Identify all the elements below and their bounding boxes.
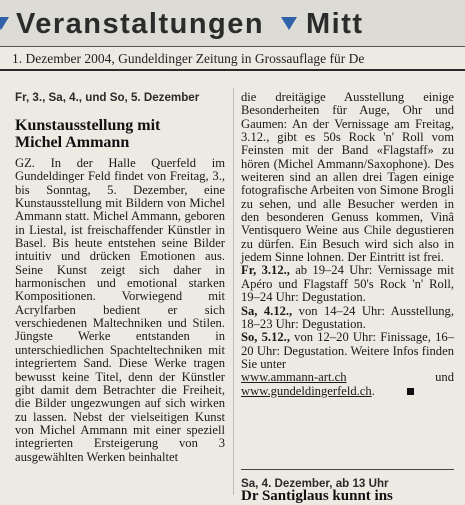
schedule-entry bbox=[241, 263, 454, 304]
schedule-day: Fr, 3.12., bbox=[241, 263, 290, 278]
next-section-title: Mitt bbox=[306, 8, 364, 40]
headline-line-1: Kunstausstellung mit bbox=[15, 117, 161, 134]
article-body-part-1: GZ. In der Halle Querfeld im Gundeldinger Feld findet von Freitag, 3., bis Sonntag, 5. Dezember, eine Kunstausstellung mit Bildern von Michel Ammann statt. Michel Ammann, geboren in Liestal, ist freischaffender Künstler in Basel. Bis heute entstehen seine Bilder intuitiv und drücken Emotionen aus. Seine Kunst zeigt sich daher in harmonischen und emotional starken Kompositionen. Vorwiegend mit Acrylfarben bedient er sich verschiedenen Maltechniken und Stilen. Jüngste Werke entstanden in unterschiedlichen Spachteltechniken mit integriertem Sand. Diese Werke tragen bewusst keine Titel, denn der Künstler gibt damit dem Betrachter die Freiheit, die Bilder ungezwungen auf sich wirken zu lassen. Nebst der vielseitigen Kunst von Michel Ammann mit einer speziell integrierten Ersteigerung von 3 ausgewählten Werken beinhaltet bbox=[15, 156, 225, 464]
article-body-part-2: die dreitägige Ausstellung einige Besonderheiten für Auge, Ohr und Gaumen: An der Vernissage am Freitag, 3.12., gibt es 50s Rock 'n' Roll vom Feinsten mit der Band «Flagstaff» zu hören (Michel Ammann/Saxophone). Des weiteren sind an allen drei Tagen einige fotografische Arbeiten von Simone Brogli zu sehen, und alle Besucher werden in den besonderen Genuss kommen, Vinâ Ventisquero Weine aus Chile degustieren zu dürfen. Ein Besuch wird sich also in jedem Sinne lohnen. Der Eintritt ist frei. bbox=[241, 90, 454, 265]
schedule-entry bbox=[241, 330, 454, 371]
arrow-down-icon bbox=[281, 17, 297, 30]
article-column-2 bbox=[241, 91, 454, 398]
next-article-kicker: Sa, 4. Dezember, ab 13 Uhr bbox=[241, 477, 389, 490]
column-divider bbox=[233, 88, 234, 495]
article-separator bbox=[241, 469, 454, 470]
event-schedule bbox=[241, 264, 454, 371]
headline-line-2: Michel Ammann bbox=[15, 134, 130, 151]
link-gundeldingerfeld[interactable]: www.gundeldingerfeld.ch bbox=[241, 383, 372, 398]
schedule-day: So, 5.12., bbox=[241, 330, 290, 345]
section-title-text: Veranstaltungen bbox=[16, 8, 265, 40]
link-end: . bbox=[371, 383, 375, 398]
article-links bbox=[241, 371, 454, 398]
schedule-day: Sa, 4.12., bbox=[241, 303, 293, 318]
section-title bbox=[16, 8, 264, 41]
header-rule bbox=[0, 46, 465, 47]
end-of-article-icon bbox=[407, 388, 414, 395]
schedule-entry bbox=[241, 304, 454, 331]
schedule-text: von 14–24 Uhr: Ausstellung, 18–23 Uhr: Degustation. bbox=[241, 303, 454, 331]
dateline-rule bbox=[0, 69, 465, 71]
link-connector: und bbox=[346, 370, 454, 385]
article-kicker: Fr, 3., Sa, 4., und So, 5. Dezember bbox=[15, 91, 200, 104]
section-header bbox=[0, 0, 465, 47]
arrow-down-icon bbox=[0, 17, 9, 30]
dateline: 1. Dezember 2004, Gundeldinger Zeitung in Grossauflage für De bbox=[12, 51, 365, 66]
schedule-text: von 12–20 Uhr: Finissage, 16–20 Uhr: Degustation. Weitere Infos finden Sie unter bbox=[241, 330, 454, 371]
next-article-headline: Dr Santiglaus kunnt ins bbox=[241, 488, 393, 504]
article-headline bbox=[15, 117, 225, 151]
schedule-text: ab 19–24 Uhr: Vernissage mit Apéro und Flagstaff 50's Rock 'n' Roll, 19–24 Uhr: Degustation. bbox=[241, 263, 454, 305]
link-ammann-art[interactable]: www.ammann-art.ch bbox=[241, 370, 347, 385]
article-column-1 bbox=[15, 91, 225, 464]
